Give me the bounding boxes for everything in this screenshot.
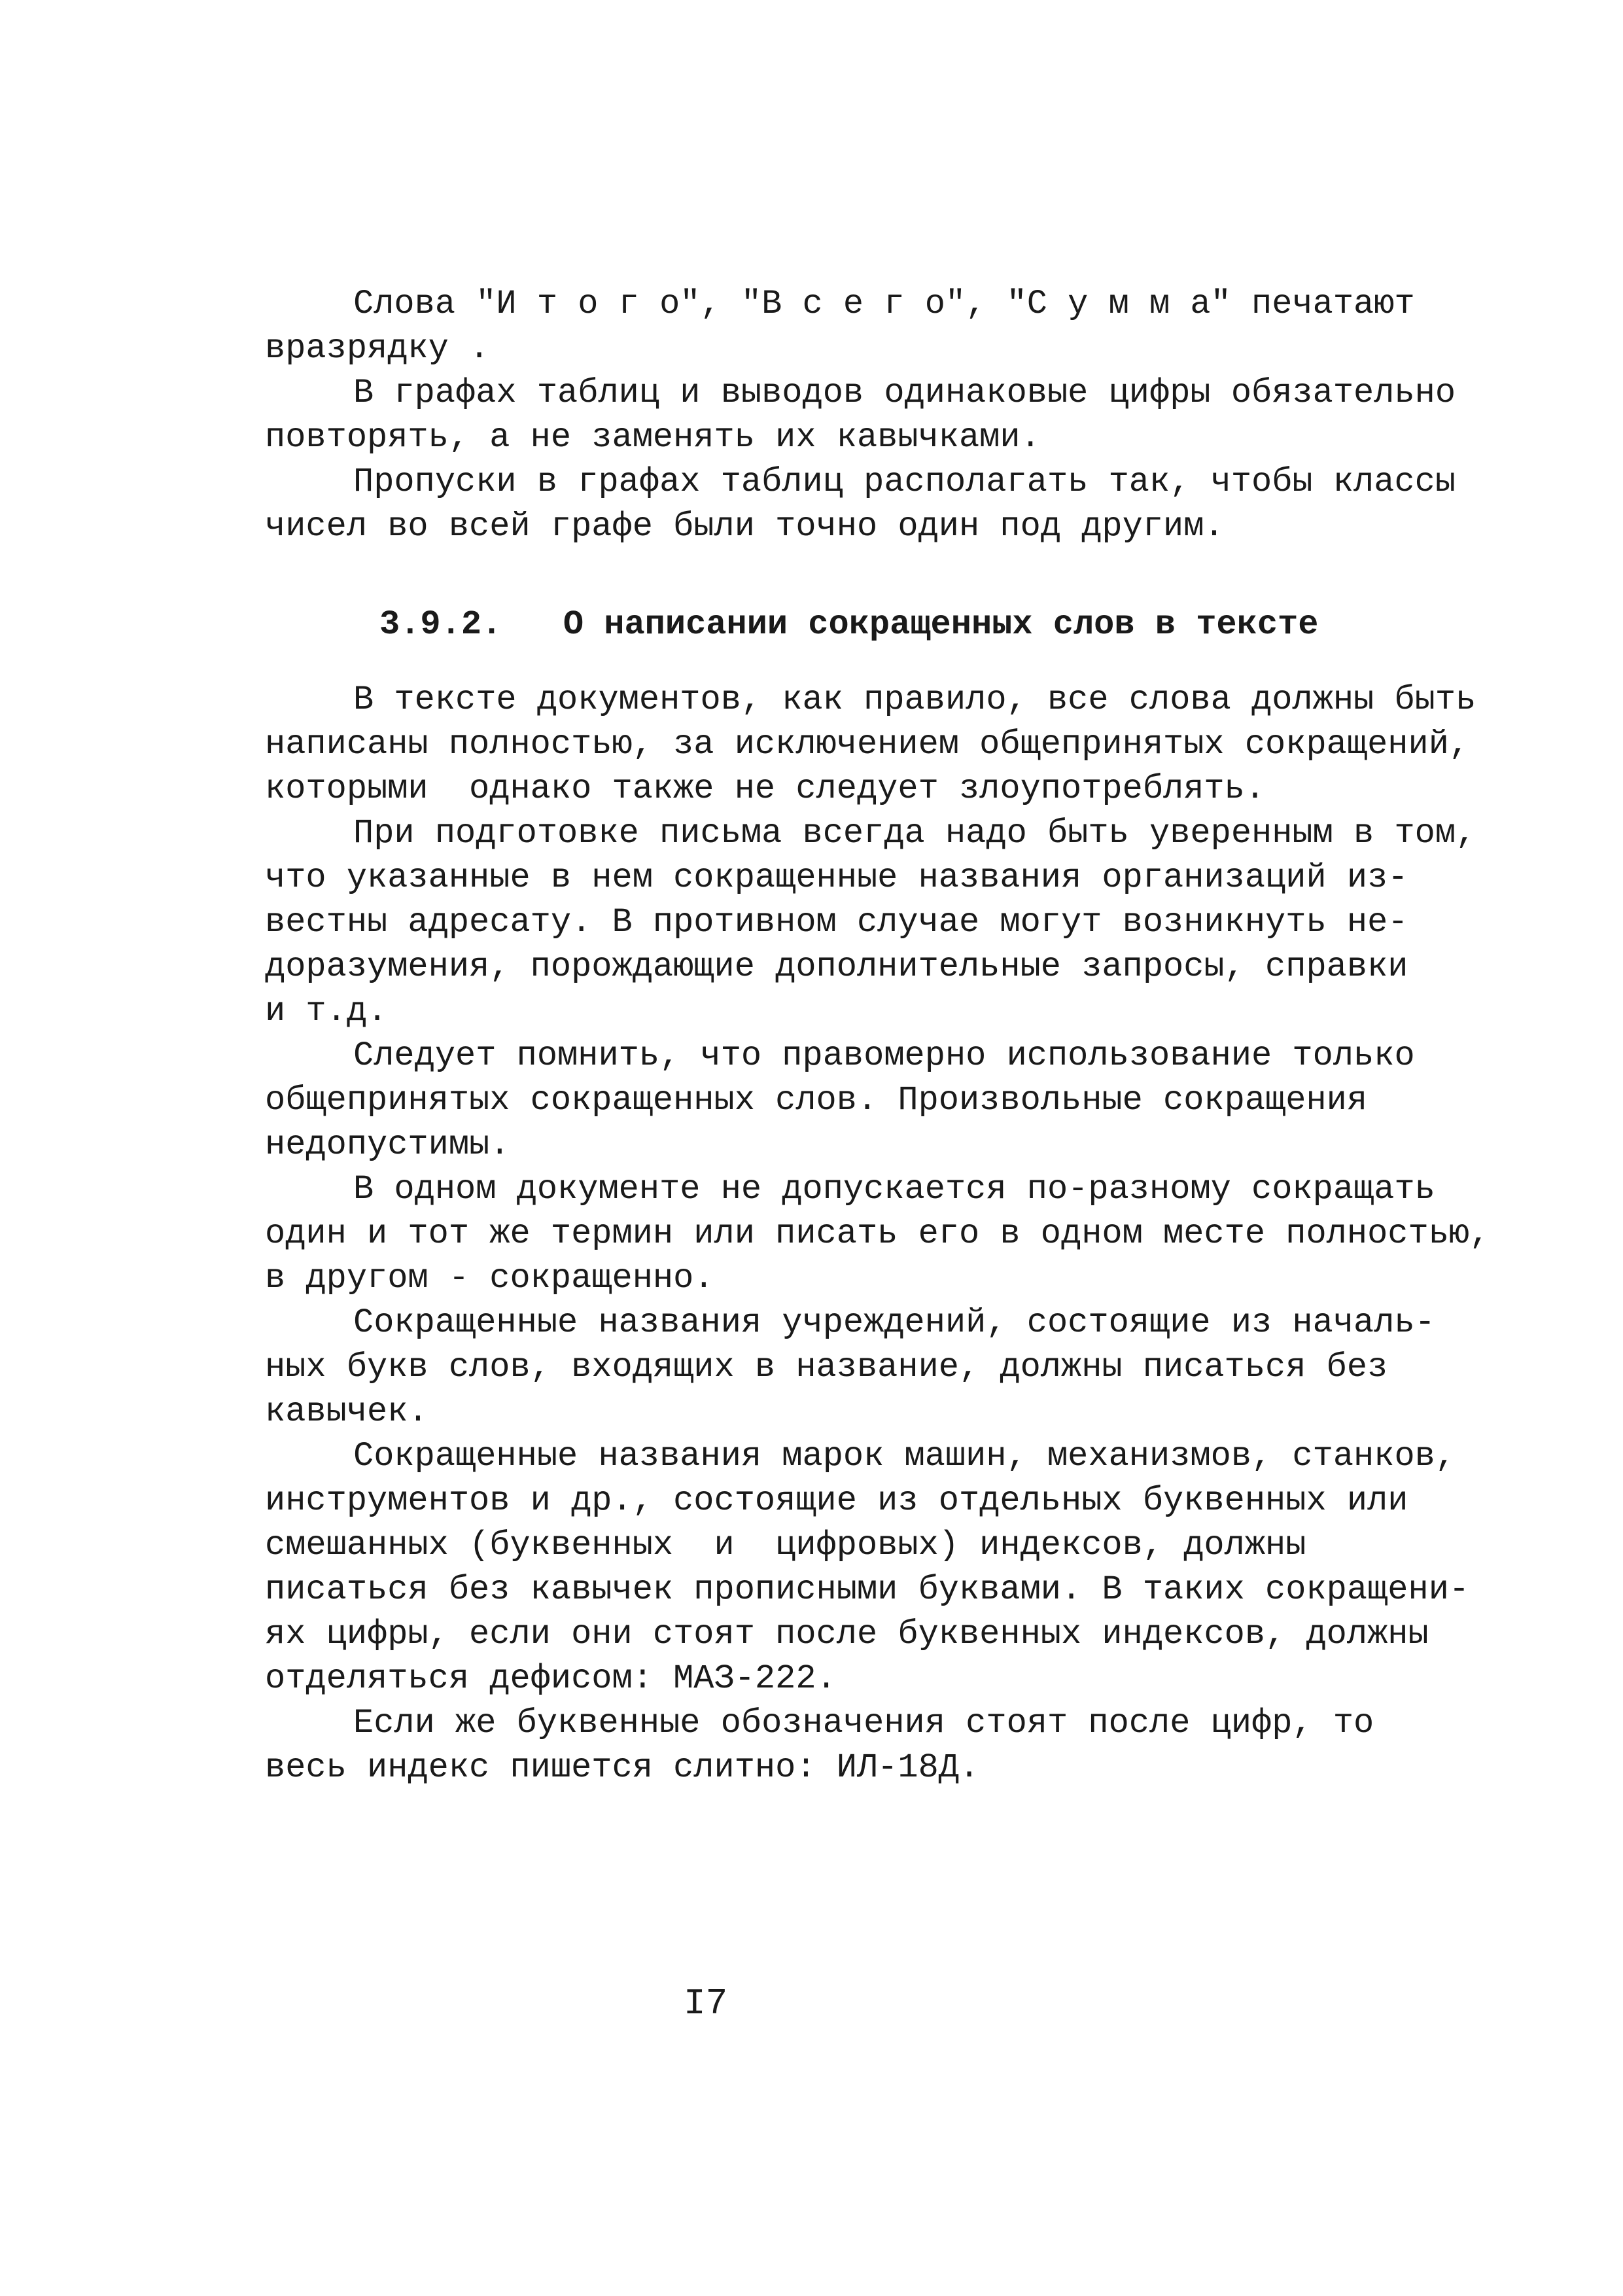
text-line-24: Сокращенные названия марок машин, механизмов, станков, — [353, 1437, 1456, 1475]
text-line-1: Слова "И т о г о", "В с е г о", "С у м м а" печатают — [353, 285, 1415, 323]
text-line-19: один и тот же термин или писать его в одном месте полностью, — [265, 1214, 1490, 1253]
text-line-23: кавычек. — [265, 1392, 428, 1431]
text-line-29: отделяться дефисом: МАЗ-222. — [265, 1659, 837, 1698]
text-line-4: повторять, а не заменять их кавычками. — [265, 418, 1041, 457]
text-line-16: общепринятых сокращенных слов. Произвольные сокращения — [265, 1081, 1368, 1120]
text-line-14: и т.д. — [265, 992, 388, 1031]
text-line-15: Следует помнить, что правомерно использование только — [353, 1036, 1415, 1075]
text-line-7: В тексте документов, как правило, все слова должны быть — [353, 680, 1476, 719]
text-line-17: недопустимы. — [265, 1125, 510, 1164]
text-line-28: ях цифры, если они стоят после буквенных индексов, должны — [265, 1615, 1429, 1653]
text-line-26: смешанных (буквенных и цифровых) индексов, должны — [265, 1526, 1306, 1564]
text-line-8: написаны полностью, за исключением общепринятых сокращений, — [265, 725, 1470, 764]
text-line-30: Если же буквенные обозначения стоят после цифр, то — [353, 1704, 1374, 1742]
section-heading: 3.9.2. О написании сокращенных слов в тексте — [379, 605, 1319, 644]
text-line-25: инструментов и др., состоящие из отдельных буквенных или — [265, 1481, 1408, 1520]
text-line-9: которыми однако также не следует злоупотреблять. — [265, 769, 1266, 808]
text-line-2: вразрядку . — [265, 329, 490, 368]
text-line-18: В одном документе не допускается по-разному сокращать — [353, 1170, 1435, 1209]
text-line-11: что указанные в нем сокращенные названия организаций из- — [265, 858, 1408, 897]
page-number: I7 — [684, 1983, 728, 2024]
text-line-3: В графах таблиц и выводов одинаковые цифры обязательно — [353, 374, 1456, 412]
text-line-10: При подготовке письма всегда надо быть уверенным в том, — [353, 814, 1476, 853]
text-line-12: вестны адресату. В противном случае могут возникнуть не- — [265, 903, 1408, 942]
text-line-31: весь индекс пишется слитно: ИЛ-18Д. — [265, 1748, 980, 1787]
text-line-20: в другом - сокращенно. — [265, 1259, 714, 1298]
text-line-13: доразумения, порождающие дополнительные запросы, справки — [265, 947, 1408, 986]
text-line-5: Пропуски в графах таблиц располагать так, чтобы классы — [353, 463, 1456, 501]
text-line-27: писаться без кавычек прописными буквами. В таких сокращени- — [265, 1570, 1470, 1609]
text-line-21: Сокращенные названия учреждений, состоящие из началь- — [353, 1303, 1435, 1342]
text-line-6: чисел во всей графе были точно один под другим. — [265, 507, 1225, 546]
text-line-22: ных букв слов, входящих в название, должны писаться без — [265, 1348, 1388, 1386]
